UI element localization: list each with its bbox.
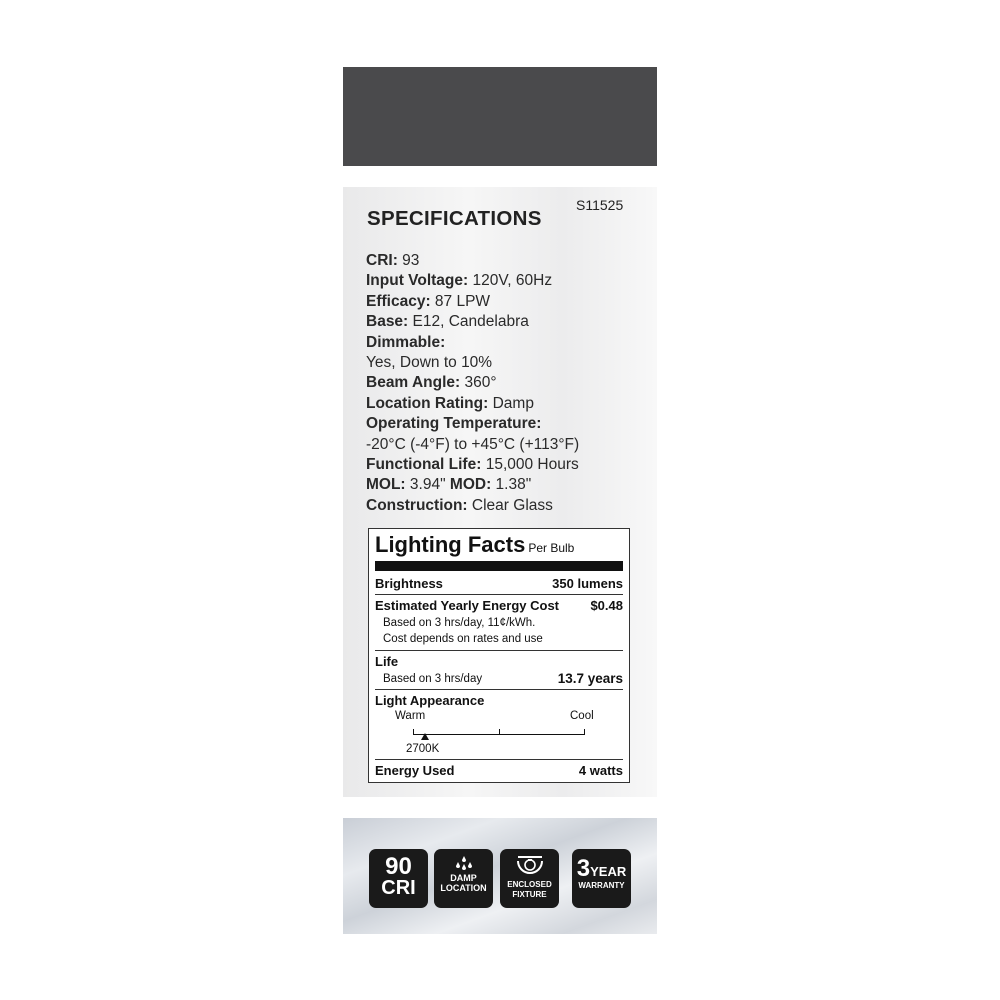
specifications-title: SPECIFICATIONS [367,207,542,230]
sku-number: S11525 [576,197,624,213]
life-label: Life [375,654,399,669]
spec-beam-angle: Beam Angle: 360° [366,374,497,392]
light-appearance-label: Light Appearance [375,693,485,708]
per-bulb-note: Per Bulb [528,541,575,555]
light-appearance-row [375,693,623,708]
warranty-badge [572,849,631,908]
energy-cost-label: Estimated Yearly Energy Cost [375,598,560,613]
lighting-facts-title: Lighting Facts [375,532,526,557]
enclosed-badge-line-2: FIXTURE [512,890,547,899]
specifications-panel [343,187,657,797]
scale-tick [413,729,414,735]
rule [375,594,623,595]
energy-used-row [375,763,623,778]
damp-badge-line-1: DAMP [450,873,477,883]
energy-cost-row [375,598,623,613]
warm-label: Warm [395,710,426,722]
feature-badges-band [343,818,657,934]
energy-cost-note-2: Cost depends on rates and use [383,633,543,645]
life-value: 13.7 years [557,671,623,686]
scale-tick [499,729,500,735]
spec-base: Base: E12, Candelabra [366,313,529,331]
energy-used-label: Energy Used [375,763,455,778]
spec-functional-life: Functional Life: 15,000 Hours [366,456,579,474]
life-row [375,654,623,669]
top-color-band [343,67,657,166]
cri-badge-label: CRI [381,877,416,899]
lighting-facts-label [368,528,630,783]
cool-label: Cool [570,710,594,722]
damp-badge-line-2: LOCATION [440,883,487,893]
enclosed-badge-line-1: ENCLOSED [507,880,552,889]
spec-cri: CRI: 93 [366,252,420,269]
damp-location-badge [434,849,493,908]
brightness-value: 350 lumens [552,576,623,591]
water-drops-icon [452,855,476,871]
spec-dimmable-value: Yes, Down to 10% [366,354,493,372]
energy-cost-note-1: Based on 3 hrs/day, 11¢/kWh. [383,617,536,629]
cri-badge [369,849,428,908]
enclosed-fixture-badge [500,849,559,908]
spec-construction: Construction: Clear Glass [366,496,553,514]
lighting-facts-header [375,532,574,558]
spec-location-rating: Location Rating: Damp [366,394,534,412]
spec-operating-temp-value: -20°C (-4°F) to +45°C (+113°F) [366,435,580,453]
spec-dimmable-label: Dimmable: [366,333,446,351]
spec-operating-temp-label: Operating Temperature: [366,415,542,433]
spec-mol-mod: MOL: 3.94" MOD: 1.38" [366,476,532,494]
rule [375,650,623,651]
brightness-label: Brightness [375,576,443,591]
brightness-row [375,576,623,591]
spec-list [366,251,579,516]
spec-efficacy: Efficacy: 87 LPW [366,292,491,310]
spec-input-voltage: Input Voltage: 120V, 60Hz [366,272,553,290]
lighting-facts-thick-rule [375,561,623,571]
life-note: Based on 3 hrs/day [383,673,483,685]
rule [375,759,623,760]
cct-value: 2700K [406,743,440,755]
warranty-year: YEAR [590,864,627,879]
energy-used-value: 4 watts [578,763,623,778]
warranty-badge-top [572,855,631,882]
energy-cost-value: $0.48 [590,598,623,613]
rule [375,689,623,690]
cct-marker-icon [421,733,429,740]
scale-tick [584,729,585,735]
enclosed-bulb-icon [515,853,545,879]
warranty-number: 3 [576,855,591,882]
cri-badge-number: 90 [385,853,412,880]
warranty-label: WARRANTY [578,881,625,890]
